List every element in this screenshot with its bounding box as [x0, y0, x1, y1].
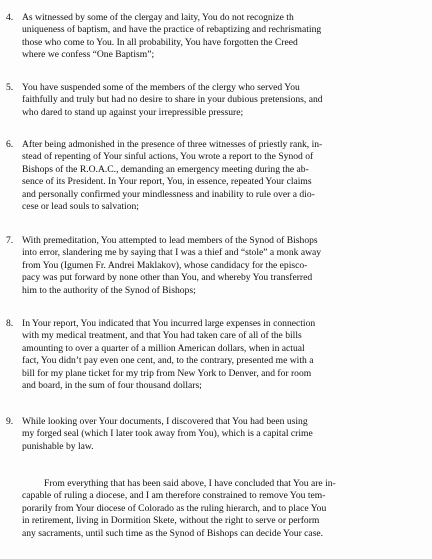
- item-text: [22, 139, 424, 213]
- item-text: [22, 416, 424, 453]
- text-line: As witnessed by some of the clergay and laity, You do not recognize th: [22, 12, 294, 23]
- closing-paragraph: [22, 478, 424, 540]
- text-line: Bishops of the R.O.A.C., demanding an emergency meeting during the ab-: [22, 163, 309, 175]
- text-line: uniqueness of baptism, and have the practice of rebaptizing and rechrismating: [22, 24, 322, 36]
- item-number: 6.: [6, 139, 14, 150]
- text-line: With premeditation, You attempted to lead members of the Synod of Bishops: [22, 235, 318, 246]
- text-line: into error, slandering me by saying that I was a thief and “stole” a monk away: [22, 247, 322, 259]
- list-item-6: [6, 139, 424, 213]
- text-line: where we confess “One Baptism”;: [22, 49, 155, 61]
- text-line: After being admonished in the presence of three witnesses of priestly rank, in-: [22, 139, 323, 150]
- text-line: sence of its President. In Your report, You, in essence, repeated Your claims: [22, 176, 312, 188]
- list-item-9: [6, 416, 424, 453]
- text-line: from You (Igumen Fr. Andrei Maklakov), whose candidacy for the episco-: [22, 259, 308, 271]
- text-line: stead of repenting of Your sinful actions, You wrote a report to the Synod of: [22, 151, 314, 163]
- text-line: my forged seal (which I later took away from You), which is a capital crime: [22, 428, 313, 440]
- text-line: and board, in the sum of four thousand dollars;: [22, 380, 202, 392]
- text-line: capable of ruling a diocese, and I am therefore constrained to remove You tem-: [22, 490, 326, 502]
- text-line: him to the authority of the Synod of Bishops;: [22, 284, 196, 296]
- text-line: any sacraments, until such time as the Synod of Bishops can decide Your case.: [22, 527, 324, 539]
- item-number: 7.: [6, 235, 14, 246]
- text-line: with my medical treatment, and that You had taken care of all of the bills: [22, 330, 302, 342]
- text-line: and personally confirmed your mindlessness and inability to rule over a dio-: [22, 188, 315, 200]
- list-item-8: [6, 318, 424, 392]
- item-text: [22, 235, 424, 297]
- text-line: cese or lead souls to salvation;: [22, 201, 139, 213]
- item-number: 8.: [6, 318, 14, 329]
- text-line: bill for my plane ticket for my trip from New York to Denver, and for room: [22, 367, 312, 379]
- text-line: those who come to You. In all probability, You have forgotten the Creed: [22, 36, 298, 48]
- item-text: [22, 318, 424, 392]
- text-line: porarily from Your diocese of Colorado as the ruling hierarch, and to place You: [22, 502, 327, 514]
- text-line: punishable by law.: [22, 440, 94, 452]
- text-line: amounting to over a quarter of a million American dollars, when in actual: [22, 342, 305, 354]
- list-item-4: [6, 12, 424, 62]
- text-line: In Your report, You indicated that You incurred large expenses in connection: [22, 318, 316, 329]
- text-line: From everything that has been said above, I have concluded that You are in-: [44, 478, 336, 489]
- item-number: 5.: [6, 82, 14, 93]
- text-line: in retirement, living in Dormition Skete, without the right to serve or perform: [22, 515, 320, 527]
- item-text: [22, 82, 424, 119]
- item-number: 4.: [6, 12, 14, 23]
- text-line: You have suspended some of the members of the clergy who served You: [22, 82, 300, 93]
- item-text: [22, 12, 424, 62]
- list-item-5: [6, 82, 424, 119]
- list-item-7: [6, 235, 424, 297]
- text-line: faithfully and truly but had no desire to share in your dubious pretensions, and: [22, 94, 323, 106]
- text-line: While looking over Your documents, I discovered that You had been using: [22, 416, 308, 427]
- item-number: 9.: [6, 416, 14, 427]
- text-line: who dared to stand up against your irrepressible pressure;: [22, 106, 244, 118]
- text-line: pacy was put forward by none other than You, and whereby You transferred: [22, 272, 313, 284]
- text-line: fact, You didn’t pay even one cent, and, to the contrary, presented me with a: [22, 355, 314, 367]
